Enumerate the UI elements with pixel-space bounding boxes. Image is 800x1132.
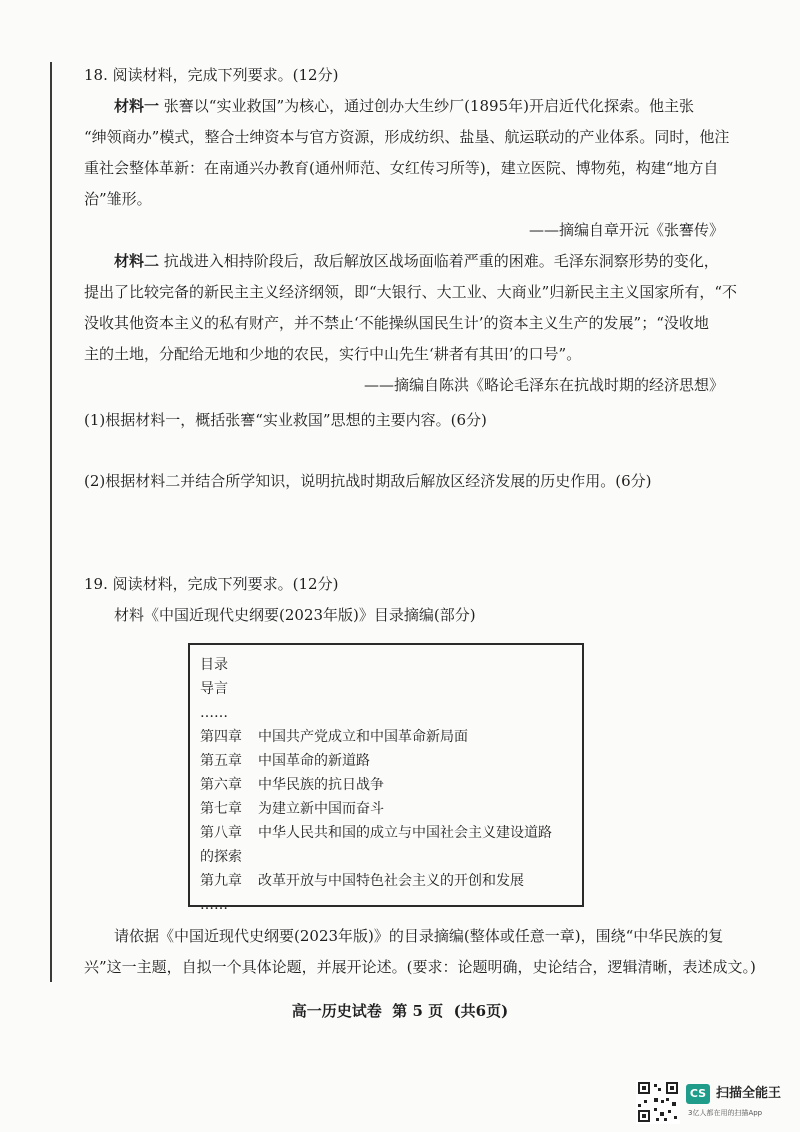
scanner-tagline: 3亿人都在用的扫描App bbox=[688, 1109, 763, 1117]
question-18-sub-1: (1)根据材料一，概括张謇“实业救国”思想的主要内容。(6分) bbox=[84, 411, 487, 429]
toc-chapter-4 bbox=[200, 725, 572, 749]
question-18-sub-2: (2)根据材料二并结合所学知识，说明抗战时期敌后解放区经济发展的历史作用。(6分) bbox=[84, 472, 652, 490]
scanner-brand: 扫描全能王 bbox=[716, 1086, 782, 1101]
toc-chapter-title: 中华人民共和国的成立与中国社会主义建设道路 bbox=[258, 825, 552, 841]
question-19-title: 19. 阅读材料，完成下列要求。(12分) bbox=[84, 575, 339, 593]
toc-chapter-number: 第五章 bbox=[200, 753, 242, 769]
toc-chapter-5 bbox=[200, 749, 572, 773]
material-2-line-1: 抗战进入相持阶段后，敌后解放区战场面临着严重的困难。毛泽东洞察形势的变化， bbox=[159, 252, 719, 270]
toc-chapter-8-wrap: 的探索 bbox=[200, 849, 242, 865]
toc-chapter-number: 第四章 bbox=[200, 729, 242, 745]
toc-chapter-title: 改革开放与中国特色社会主义的开创和发展 bbox=[258, 873, 524, 889]
material-1-line-4: 治”雏形。 bbox=[84, 190, 152, 208]
toc-heading: 目录 bbox=[200, 657, 228, 673]
qr-code-icon bbox=[636, 1080, 680, 1124]
toc-chapter-8 bbox=[200, 821, 572, 845]
toc-chapter-number: 第八章 bbox=[200, 825, 242, 841]
toc-box bbox=[188, 643, 584, 913]
toc-chapter-title: 为建立新中国而奋斗 bbox=[258, 801, 384, 817]
material-1-label: 材料一 bbox=[114, 97, 160, 115]
toc-chapter-title: 中国革命的新道路 bbox=[258, 753, 370, 769]
toc-chapter-number: 第六章 bbox=[200, 777, 242, 793]
scanner-watermark bbox=[626, 1080, 796, 1124]
material-2-line-2: 提出了比较完备的新民主主义经济纲领，即“大银行、大工业、大商业”归新民主主义国家所有，“不 bbox=[84, 283, 738, 301]
camscanner-logo-icon: CS bbox=[686, 1084, 710, 1104]
material-1-line-1: 张謇以“实业救国”为核心，通过创办大生纱厂(1895年)开启近代化探索。他主张 bbox=[159, 97, 695, 115]
toc-chapter-number: 第七章 bbox=[200, 801, 242, 817]
material-2-label: 材料二 bbox=[114, 252, 160, 270]
exam-page bbox=[84, 60, 756, 983]
toc-ellipsis-top: …… bbox=[200, 705, 228, 721]
page-footer: 高一历史试卷 第 5 页 (共6页) bbox=[291, 1002, 509, 1020]
material-2-line-3: 没收其他资本主义的私有财产，并不禁止‘不能操纵国民生计’的资本主义生产的发展”；“没收地 bbox=[84, 314, 709, 332]
material-2-source: ——摘编自陈洪《略论毛泽东在抗战时期的经济思想》 bbox=[363, 376, 724, 394]
question-18-title: 18. 阅读材料，完成下列要求。(12分) bbox=[84, 66, 339, 84]
toc-chapter-6 bbox=[200, 773, 572, 797]
toc-chapter-7 bbox=[200, 797, 572, 821]
material-2-line-4: 主的土地，分配给无地和少地的农民，实行中山先生‘耕者有其田’的口号”。 bbox=[84, 345, 582, 363]
toc-chapter-number: 第九章 bbox=[200, 873, 242, 889]
toc-ellipsis-bottom: …… bbox=[200, 897, 228, 913]
binding-margin-line bbox=[50, 62, 52, 982]
question-19-task-line-1: 请依据《中国近现代史纲要(2023年版)》的目录摘编(整体或任意一章)，围绕“中华民族的复 bbox=[114, 927, 724, 945]
question-19-material-caption: 材料《中国近现代史纲要(2023年版)》目录摘编(部分) bbox=[114, 606, 476, 624]
material-1-text bbox=[84, 91, 724, 122]
toc-chapter-title: 中国共产党成立和中国革命新局面 bbox=[258, 729, 468, 745]
material-2-text bbox=[84, 246, 724, 277]
material-1-source: ——摘编自章开沅《张謇传》 bbox=[528, 221, 724, 239]
toc-chapter-9 bbox=[200, 869, 572, 893]
toc-chapter-title: 中华民族的抗日战争 bbox=[258, 777, 384, 793]
material-1-line-3: 重社会整体革新：在南通兴办教育(通州师范、女红传习所等)，建立医院、博物苑，构建“地方自 bbox=[84, 159, 719, 177]
question-19-task-line-2: 兴”这一主题，自拟一个具体论题，并展开论述。(要求：论题明确，史论结合，逻辑清晰，表述成文。) bbox=[84, 958, 756, 976]
toc-intro: 导言 bbox=[200, 681, 228, 697]
material-1-line-2: “绅领商办”模式，整合士绅资本与官方资源，形成纺织、盐垦、航运联动的产业体系。同时，他注 bbox=[84, 128, 730, 146]
